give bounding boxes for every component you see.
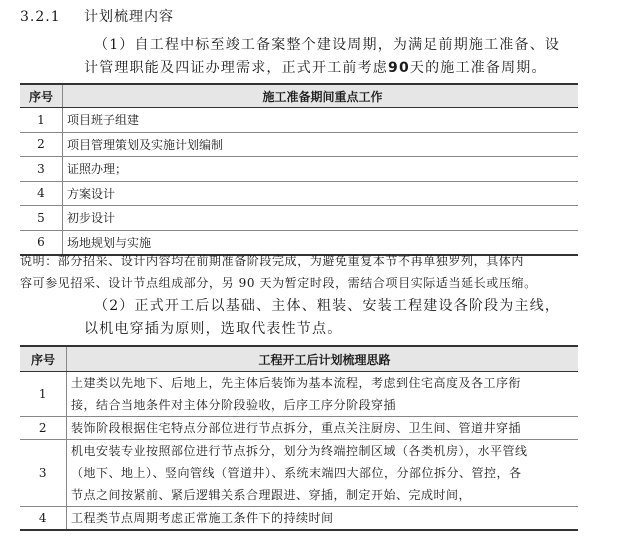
prep-work-table [20, 83, 578, 256]
table-row [20, 108, 578, 133]
row-text-line: 接，结合当地条件对主体分阶段验收，后序工序分阶段穿插 [71, 398, 397, 412]
row-number: 3 [20, 440, 67, 507]
table-note [20, 250, 578, 294]
row-text-line: 节点之间按紧前、紧后逻辑关系合理跟进、穿插，制定开始、完成时间， [71, 488, 472, 502]
column-header-approach: 工程开工后计划梳理思路 [67, 346, 579, 372]
section-heading [20, 6, 174, 26]
table-row [20, 417, 578, 440]
row-text [67, 440, 579, 507]
row-text: 项目管理策划及实施计划编制 [63, 132, 579, 157]
paragraph-1 [20, 34, 610, 80]
column-header-work: 施工准备期间重点工作 [63, 84, 579, 108]
paragraph-1-line-2-num: 90 [388, 60, 410, 76]
row-number: 1 [20, 372, 67, 417]
row-number: 2 [20, 417, 67, 440]
row-number: 3 [20, 157, 63, 182]
row-text [67, 372, 579, 417]
section-number: 3.2.1 [20, 9, 61, 25]
section-title: 计划梳理内容 [84, 9, 174, 25]
row-text-line: 机电安装专业按照部位进行节点拆分，划分为终端控制区域（各类机房），水平管线 [71, 444, 528, 458]
row-text-line: （地下、地上）、竖向管线（管道井）、系统末端四大部位，分部位拆分、管控，各 [71, 466, 522, 480]
table-row [20, 440, 578, 507]
table-row [20, 206, 578, 231]
row-text: 方案设计 [63, 181, 579, 206]
paragraph-1-line-2-b: 天的施工准备周期。 [409, 60, 547, 76]
note-line-1: 说明：部分招采、设计内容均在前期准备阶段完成，为避免重复本节不再单独罗列，具体内 [20, 254, 525, 268]
row-text: 项目班子组建 [63, 108, 579, 133]
column-header-no: 序号 [20, 346, 67, 372]
paragraph-1-line-1: （1）自工程中标至竣工备案整个建设周期，为满足前期施工准备、设 [94, 37, 561, 53]
table-row [20, 157, 578, 182]
row-text [67, 507, 579, 531]
row-number: 4 [20, 507, 67, 531]
paragraph-2-line-2: 以机电穿插为原则，选取代表性节点。 [84, 321, 343, 337]
table-row [20, 132, 578, 157]
row-text-line: 工程类节点周期考虑正常施工条件下的持续时间 [71, 511, 334, 525]
row-number: 5 [20, 206, 63, 231]
row-text-line: 装饰阶段根据住宅特点分部位进行节点拆分，重点关注厨房、卫生间、管道井穿插 [71, 421, 522, 435]
row-text [67, 417, 579, 440]
column-header-no: 序号 [20, 84, 63, 108]
table-row [20, 181, 578, 206]
row-number: 6 [20, 230, 63, 255]
row-text-line: 土建类以先地下、后地上，先主体后装饰为基本流程，考虑到住宅高度及各工序衔 [71, 376, 522, 390]
planning-approach-table [20, 345, 578, 531]
row-number: 1 [20, 108, 63, 133]
row-number: 2 [20, 132, 63, 157]
table-row [20, 372, 578, 417]
table-row [20, 507, 578, 531]
paragraph-2 [20, 295, 610, 341]
row-text: 场地规划与实施 [67, 235, 152, 250]
row-text: 证照办理； [63, 157, 579, 182]
table-header-row [20, 84, 578, 108]
row-number: 4 [20, 181, 63, 206]
paragraph-1-line-2-a: 计管理职能及四证办理需求，正式开工前考虑 [84, 60, 388, 76]
table-header-row [20, 346, 578, 372]
note-line-2: 容可参见招采、设计节点组成部分，另 90 天为暂定时段，需结合项目实际适当延长或压缩。 [20, 276, 537, 290]
row-text: 初步设计 [63, 206, 579, 231]
paragraph-1-line-2 [20, 57, 610, 80]
paragraph-2-line-1: （2）正式开工后以基础、主体、粗装、安装工程建设各阶段为主线， [94, 298, 561, 314]
